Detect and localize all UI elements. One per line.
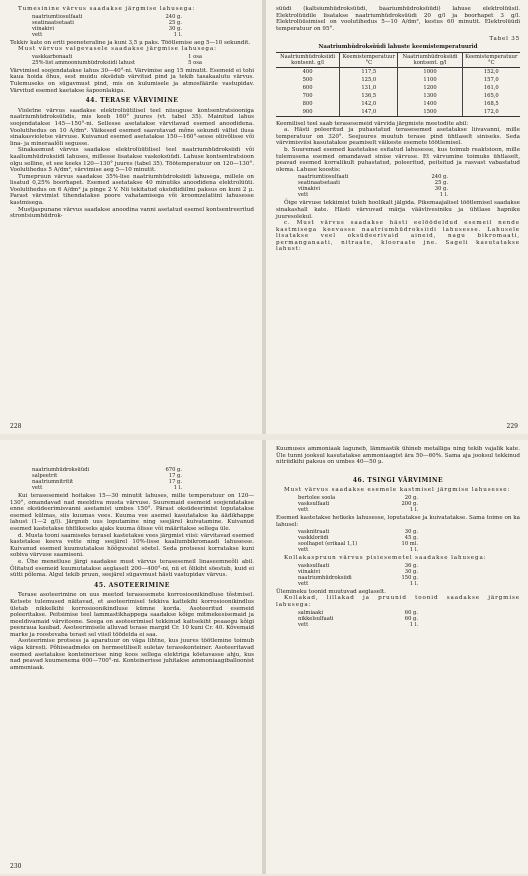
paragraph: c. Must värvus saadakse hästi eelöödeldud esemeil nende kastmisega keevasse naatriumhüdroksiidi lahusesse. Lahusele lisatakse veel oksüdeerivaid aineid, nagu bikromaati, permanganaati, nitraate, klooraate jne. Sageli kasutatakse lahust: xyxy=(276,220,520,253)
table-caption: Tabel 35 xyxy=(489,36,520,43)
recipe-cell: vett xyxy=(32,31,43,38)
recipe-cell: naatriumtiosulfaati xyxy=(32,13,83,20)
recipe-cell: 45 g. xyxy=(404,535,418,542)
paragraph: a. Hästi poleeritud ja puhastatud terasesemed asetatakse liivavanni, mille temperatuur on 320°. Seejuures muutub terase pind ühtlaselt siniseks. Seda värvimisviisi kasutatakse peamiselt väikeste esemete töötlemisel. xyxy=(276,127,520,147)
table-cell: 1200 xyxy=(398,84,462,92)
recipe-cell: naatriumnitritit xyxy=(32,479,74,485)
recipe-cell: naatriumhüdroksiidi xyxy=(298,574,352,581)
column-header: Naatriumhüdroksiidi kontsent. g/l xyxy=(398,52,462,67)
recipe-cell: 60 g. xyxy=(404,609,418,616)
table-row xyxy=(276,76,520,84)
recipe-cell: 30 g. xyxy=(404,568,418,575)
page-number: 230 xyxy=(10,863,22,870)
table-cell: 700 xyxy=(302,92,313,99)
recipe-cell: 1 l. xyxy=(409,506,418,513)
recipe-row xyxy=(298,581,418,587)
recipe-table xyxy=(298,563,418,587)
recipe-table xyxy=(32,54,202,66)
recipe-cell: 670 g. xyxy=(165,467,182,473)
paragraph: b. Suuremad esemed kastetakse esitatud lahusesse, kus toimub reaktsioon, mille tulemusena esemed omandavad sinise värvuse. Et värvumine toimuks ühtlaselt, peavad esemed korralikult puhastatud, poleeritud, peitsitud ja rasvast vabastatud olema. Lahuse koostis: xyxy=(276,146,520,173)
paragraph: Must värvus valgevasele saadakse järgmise lahusega: xyxy=(18,46,217,53)
recipe-row xyxy=(298,507,418,513)
recipe-cell: vett xyxy=(298,547,309,554)
recipe-cell: 17 g. xyxy=(168,473,182,479)
recipe-cell: salpeetrit xyxy=(32,473,58,479)
recipe-cell: soolhapet (erikaal 1,1) xyxy=(298,541,358,548)
bottom-spread xyxy=(0,440,528,874)
recipe-cell: vasknitraati xyxy=(298,529,330,536)
recipe-row xyxy=(298,622,418,628)
paragraph: Sinakasmust värvus saadakse elektrolüütilisel teel naatriumhüdroksiidi või kaaliumhüdroksiidi lahuses, millesse lisatakse vaskoksüüdi. Lahuse kontsentratsioon olgu selline, et see keeks 120—130° juures (tabel 35). Töötemperatuur on 120—130°. Voolutihedus 5 A/dm², värvimise aeg 5—10 minutit. xyxy=(10,147,254,174)
table-cell: 1400 xyxy=(398,100,462,108)
paragraph: Esemed kastetakse hetkeks lahusesse, loputatakse ja kuivatatakse. Sama toime on ka lahusel: xyxy=(276,514,520,528)
recipe-cell: vett xyxy=(298,580,309,587)
recipe-cell: vett xyxy=(298,506,309,513)
recipe-cell: 1 osa xyxy=(188,53,202,60)
recipe-row xyxy=(32,60,202,66)
table-cell: 168,5 xyxy=(462,100,520,108)
recipe-cell: vett xyxy=(298,192,309,199)
recipe-cell: seatinaatsetaati xyxy=(298,180,340,187)
paragraph: Must värvus saadakse esemele kastmisel järgmise lahusesse: xyxy=(284,487,511,494)
recipe-cell: 25%-list ammooniumhüdroksiidi lahust xyxy=(32,59,135,66)
recipe-cell: 150 g. xyxy=(401,574,418,581)
page-230 xyxy=(0,440,262,874)
recipe-cell: vaskkloriidi xyxy=(298,535,329,542)
recipe-cell: 5 osa xyxy=(188,59,202,66)
recipe-cell: 200 g. xyxy=(401,500,418,507)
page-number: 228 xyxy=(10,423,22,430)
page-228 xyxy=(0,0,262,434)
table-cell: 900 xyxy=(276,108,340,117)
table-cell: 500 xyxy=(302,76,313,83)
page-231 xyxy=(266,440,528,874)
table-row xyxy=(276,108,520,117)
table-header-row xyxy=(276,52,520,67)
page-228-text xyxy=(10,6,254,220)
paragraph: e. Ühe menetluse järgi saadakse must värvus terasesemeil linaseemneõli abil. Õlitatud esemeid kuumutatakse aeglaselt 200—400°-ni, nii et õlikiht söestub, kuid ei sütti põlema. Algul tekib pruun, seejärel sügavmust hästi vastupidav värvus. xyxy=(10,558,254,579)
table-row xyxy=(276,92,520,100)
table-cell: 172,0 xyxy=(462,108,520,117)
recipe-cell: vasksulfaati xyxy=(298,500,330,507)
table-cell: 147,0 xyxy=(340,108,398,117)
table-cell: 1300 xyxy=(398,92,462,100)
recipe-cell: 30 g. xyxy=(168,25,182,32)
top-spread xyxy=(0,0,528,434)
paragraph: Mustjaspunane värvus saadakse anoodina vanni asetatud esemel kontsentreeritud strontsiumhüdrok- xyxy=(10,206,254,220)
recipe-cell: 1 l. xyxy=(409,547,418,554)
page-229-text xyxy=(276,6,520,253)
table-cell: 165,0 xyxy=(462,92,520,100)
recipe-cell: 60 g. xyxy=(404,615,418,622)
recipe-cell: 10 ml. xyxy=(401,541,418,548)
recipe-table xyxy=(298,495,418,513)
recipe-cell: vasksulfaati xyxy=(298,562,330,569)
table-row xyxy=(276,100,520,108)
paragraph: Keemilisel teel saab terasesemeid värvida järgmiste meetodite abil: xyxy=(276,120,469,127)
recipe-cell: 30 g. xyxy=(434,186,448,193)
table-row xyxy=(276,67,520,76)
paragraph: Kui terasesemeid hoitakse 15—30 minutit lahuses, mille temperatuur on 120—130°, omandavad nad meeldiva musta värvuse. Suuremaid esemeid soojendatakse enne oksüdeerimisvanni asetamist umbes 150°. Pärast oksüdeerimist loputatakse esemed külmas, siis kuumas vees. Kuuma vee asemel kasutatakse ka äädikhappe lahust (1—2 g/l). Järgneb uus loputamine ning seejärel kuivatamine. Kuivanud esemed kastetakse ühtlikeseks ajaks kuuma õlisse või määritakse sellega üle. xyxy=(10,493,254,532)
section-heading: 46. TSINGI VÄRVIMINE xyxy=(352,476,444,484)
recipe-cell: bertolee soola xyxy=(298,494,336,501)
recipe-cell: 25 g. xyxy=(434,180,448,187)
recipe-table xyxy=(298,610,418,628)
recipe-cell: 1 l. xyxy=(173,31,182,38)
table-cell: 1500 xyxy=(398,108,462,117)
recipe-cell: vett xyxy=(298,621,309,628)
table-cell: 1100 xyxy=(398,76,462,84)
recipe-cell: vett xyxy=(32,485,43,491)
paragraph: Kollakaspruun värvus pisiesemetel saadakse lahusega: xyxy=(284,555,487,562)
recipe-cell: 20 g. xyxy=(404,494,418,501)
recipe-cell: 240 g. xyxy=(431,174,448,181)
recipe-row xyxy=(298,547,418,553)
recipe-cell: 240 g. xyxy=(165,13,182,20)
recipe-cell: vaskkarbonaati xyxy=(32,53,73,60)
paragraph: Terase asoteerimine on uus meetod terasesemete korrosioonikindluse tõstmisel. Ketsete tulemused näitavad, et asoteerimisel tekkiva kattekihi korrosioonikindlus ületab nikkelkihi korrosioonikindluse kümne korda. Asoteeritud esemeid poleeritakse. Peitsimise teel lammastikhappega saadakse kõige mitmekesisemaid ja meeldivamaid värvitoone. Seega on asoteerimisel tekkinud kaitsekiht peaaegu kõigi peenraua kaubad. Asoteerimisele alluvad terase margid Cr. 10 kuni Cr. 40. Kõvemaid marke ja roostevaba terast sel viisil töödelda ei saa. xyxy=(10,592,254,638)
boiling-point-table xyxy=(276,52,520,117)
section-heading: 45. ASOTEERIMINE xyxy=(94,581,170,589)
table-row xyxy=(276,84,520,92)
page-229 xyxy=(266,0,528,434)
table-title: Naatriumhüdroksüüdi lahuste keemistemperatuurid xyxy=(318,43,478,50)
recipe-cell: 1 l. xyxy=(439,192,448,199)
paragraph: Õige värvuse tekkimist tuleb hoolikalt jälgida. Pikemaajalisel töötlemisel saadakse sinakashall kate. Hästi värvuvad märja väävlivesiniku ja ühtlase hapniku juuresolekul. xyxy=(276,200,520,220)
table-cell: 117,5 xyxy=(340,67,398,76)
recipe-cell: salmiaaki xyxy=(298,609,323,616)
table-cell: 600 xyxy=(302,84,313,91)
table-cell: 142,0 xyxy=(340,100,398,108)
table-cell: 152,0 xyxy=(462,67,520,76)
table-cell: 131,0 xyxy=(340,84,398,92)
page-230-text xyxy=(10,466,254,671)
page-231-text xyxy=(276,446,520,630)
paragraph: Ülemineku toonid muutuvad aeglaselt. xyxy=(276,588,386,595)
recipe-row xyxy=(298,192,448,198)
column-header: Naatriumhüdroksiidi kontsent. g/l xyxy=(280,53,335,66)
table-cell: 136,5 xyxy=(340,92,398,100)
recipe-cell: 1 l. xyxy=(409,580,418,587)
recipe-cell: viinakivi xyxy=(32,25,55,32)
paragraph: Kuumuses ammoniaak laguneb, lämmastik ühineb metalliga ning tekib vajalik kate. Üle tunni jooksul kasutatakse ammoniaagist ära 50—60%. Sama aja jooksul tekkinud nitriidkihi paksus on umbes 40—50 μ. xyxy=(276,446,520,466)
recipe-cell: seatinaatsetaati xyxy=(32,19,74,26)
table-cell: 125,0 xyxy=(340,76,398,84)
recipe-cell: 36 g. xyxy=(404,562,418,569)
column-header: Keemistemperatuur °C xyxy=(340,52,398,67)
recipe-row xyxy=(32,32,182,38)
page-number: 229 xyxy=(506,423,518,430)
recipe-cell: naatriumhüdroksüüdi xyxy=(32,467,90,473)
section-heading: 44. TERASE VÄRVIMINE xyxy=(85,97,179,105)
column-header: Keemistemperatuur °C xyxy=(462,52,520,67)
paragraph: Tumepruun värvus saadakse 35%-lise naatriumhüdroksiidi lahusega, millele on lisatud 0,25% boorhapet. Esemed asetatakse 40 minutiks anoodidena elektrolüüti. Voolutihedus on 6 A/dm² ja pinge 2 V. Nii tekitatud oksüdiidiilmi paksus on kuni 2 μ. Parast värvimist tihendatakse poore vahatamisega või kroomzelatiini lahusesse kastmisega. xyxy=(10,173,254,207)
recipe-cell: 25 g. xyxy=(168,19,182,26)
recipe-cell: 1 l. xyxy=(409,621,418,628)
recipe-cell: nikkelsulfaati xyxy=(298,615,334,622)
paragraph: Violetne värvus saadakse elektrolüütilisel teel niisuguse kontsentratsiooniga naatriumhüdroksüüdis, mis keeb 160° juures (vt. tabel 35). Mainitud lahus soojendatakse 145—150°-ni. Sellesse asetatakse värvitavad esemed anoodidena. Voolutihedus on 10 A/dm². Väikesed esemed saavutavad mõne sekundi vältel ilusa sinakasvioletse värvuse. Kuivanud esemed asetatakse 150—160°-sesse oliivõlisse või lina- ja mineraalõli segusse. xyxy=(10,107,254,147)
recipe-cell: 17 g. xyxy=(168,479,182,485)
recipe-row xyxy=(32,485,182,491)
paragraph: d. Musta tooni saamiseks terasel kastetakse vees järgmist viisi: värvitavad esemed kastetakse keeva vette ning seejärel 10%-lisse kaaliumbikromaadi lahusesse. Kuivanud esemed kuumutatakse hõõguvatel söetel. Seda protsessi korratakse kuni sobiva värvuse saamiseni. xyxy=(10,532,254,559)
paragraph: Kollakad, lillakad ja pruunid toonid saadakse järgmise lahusega: xyxy=(276,595,520,608)
recipe-cell: viinakivi xyxy=(298,186,321,193)
table-cell: 800 xyxy=(302,100,313,107)
table-cell: 161,0 xyxy=(462,84,520,92)
paragraph: Värvimisel soojendatakse lahus 30—40°-ni. Värvimise aeg 15 minutit. Esemeid ei tohi kaua hoida õhus, sest muidu oksüdub värvitud pind ja tekib tasakaalutu värvus. Tulemuseks on sügavmust pind, mis on kulumisele ja atmosfäärile vastupidav. Värvitud esemed kaetakse šapoonlakiga. xyxy=(10,67,254,94)
paragraph: Asoteerimise protsess ja aparatuur on väga lihtne, kus juures töötlemine toimub väga kiiresti. Põhiseadmeks on hermeetiliselt suletav terasskonteiner. Asoteeritavad esemed asetatakse konteinerisse ning koos sellega elektriga köetavasse ahju, kus nad peavad kuumenema 600—700°-ni. Konteinerisse juhitakse ammoniaagiballoonist ammoniaak. xyxy=(10,638,254,671)
paragraph: Tekkiv kate on eriti peeneteraline ja kuni 3,5 μ paks. Töötlemise aeg 5—10 sekundit. xyxy=(10,39,251,46)
table-cell: 400 xyxy=(302,68,313,75)
recipe-table xyxy=(298,529,418,553)
paragraph: Tumesinine värvus saadakse järgmise lahusega: xyxy=(18,6,196,12)
recipe-table xyxy=(32,14,182,38)
recipe-cell: naatriumtiosulfaati xyxy=(298,174,349,181)
paragraph: süüdi (kaltsiumhüdroksüüdi, baariumhüdroksüüdi) lahuse elektrolüüsil. Elektrolüüdile lisatakse naatriumhüdroksüüdi 20 g/l ja boorhapet 3 g/l. Elektrolüüsimisel on voolutihedus 5—10 A/dm², kestus 60 minutit. Elektrolüüdi temperatuur on 95°. xyxy=(276,6,520,32)
recipe-cell: viinakivi xyxy=(298,568,321,575)
table-cell: 157,0 xyxy=(462,76,520,84)
table-cell: 1000 xyxy=(398,67,462,76)
recipe-table xyxy=(32,467,182,491)
recipe-table xyxy=(298,174,448,198)
recipe-cell: 1 l. xyxy=(173,485,182,491)
recipe-cell: 30 g. xyxy=(404,529,418,536)
